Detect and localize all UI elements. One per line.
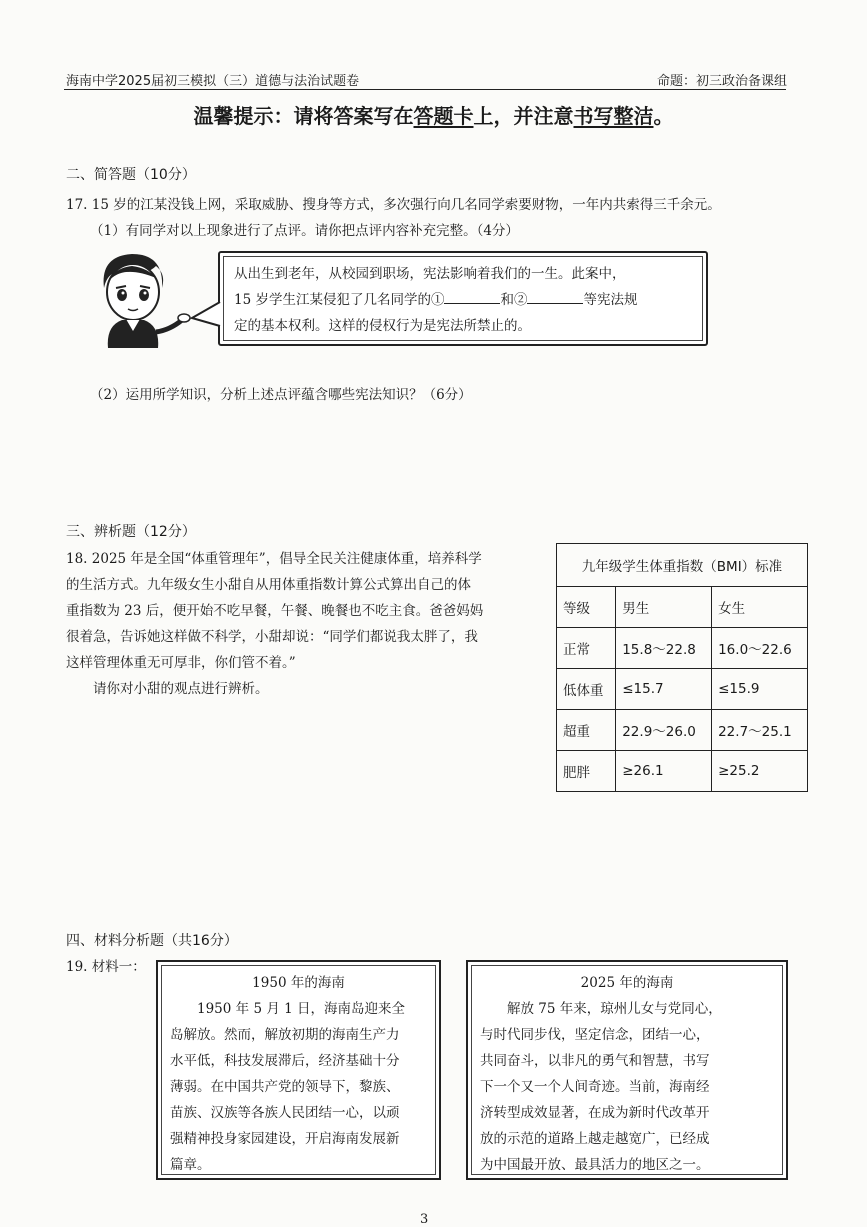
student-cartoon-icon: [82, 248, 194, 352]
material-2025-line: 下一个又一个人间奇迹。当前，海南经: [480, 1079, 710, 1095]
reminder-mid: 上，并注意: [473, 104, 574, 128]
table-cell: ≥26.1: [616, 751, 712, 792]
bmi-header-grade: 等级: [557, 587, 616, 628]
reminder-prefix: 温馨提示：请将答案写在: [193, 104, 414, 128]
table-cell: ≥25.2: [712, 751, 808, 792]
reminder-answer-card: 答题卡: [413, 104, 474, 128]
reminder-end: 。: [653, 104, 674, 128]
blank-2[interactable]: [527, 289, 583, 304]
table-row: [557, 751, 808, 792]
material-2025-line: 共同奋斗，以非凡的勇气和智慧，书写: [480, 1053, 710, 1069]
table-cell: 15.8～22.8: [616, 628, 712, 669]
section-2-title: 二、简答题（10分）: [66, 167, 196, 183]
material-box-1950: [156, 960, 441, 1180]
table-cell: 肥胖: [557, 751, 616, 792]
table-cell: ≤15.9: [712, 669, 808, 710]
table-row: [557, 669, 808, 710]
q19-label: 19. 材料一：: [66, 959, 146, 975]
comment-bubble: [218, 251, 708, 346]
bmi-header-male: 男生: [616, 587, 712, 628]
material-2025-title: 2025 年的海南: [580, 975, 674, 991]
material-box-2025: [466, 960, 788, 1180]
bmi-header-female: 女生: [712, 587, 808, 628]
table-row: [557, 628, 808, 669]
q18-line: 重指数为 23 后，便开始不吃早餐，午餐、晚餐也不吃主食。爸爸妈妈: [66, 603, 484, 619]
page-number: 3: [420, 1212, 429, 1227]
material-1950-title: 1950 年的海南: [252, 975, 345, 991]
material-2025-line: 济转型成效显著，在成为新时代改革开: [480, 1105, 710, 1121]
table-cell: 低体重: [557, 669, 616, 710]
blank-1[interactable]: [444, 289, 500, 304]
section-3-title: 三、辨析题（12分）: [66, 524, 196, 540]
bmi-table: [556, 543, 808, 792]
table-cell: 22.7～25.1: [712, 710, 808, 751]
reminder-writing: 书写: [573, 104, 614, 128]
material-1950-line: 1950 年 5 月 1 日，海南岛迎来全: [197, 1001, 405, 1017]
material-1950-line: 强精神投身家园建设，开启海南发展新: [170, 1131, 400, 1147]
header-author: 命题：初三政治备课组: [656, 74, 787, 89]
table-row: [557, 710, 808, 751]
q18-line: 18. 2025 年是全国“体重管理年”，倡导全民关注健康体重，培养科学: [66, 551, 482, 567]
q17-stem: 17. 15 岁的江某没钱上网，采取威胁、搜身等方式，多次强行向几名同学索要财物，一年内共索得三千余元。: [66, 197, 721, 213]
q18-ask: 请你对小甜的观点进行辨析。: [93, 681, 269, 697]
material-2025-line: 放的示范的道路上越走越宽广，已经成: [480, 1131, 710, 1147]
table-row: [557, 587, 808, 628]
q18-text: [66, 546, 546, 702]
q17-part2: （2）运用所学知识，分析上述点评蕴含哪些宪法知识？（6分）: [90, 387, 472, 403]
table-cell: 正常: [557, 628, 616, 669]
material-1950-line: 岛解放。然而，解放初期的海南生产力: [170, 1027, 400, 1043]
material-1950-line: 篇章。: [170, 1157, 211, 1173]
q18-line: 很着急，告诉她这样做不科学，小甜却说：“同学们都说我太胖了，我: [66, 629, 478, 645]
q18-line: 这样管理体重无可厚非，你们管不着。”: [66, 655, 296, 671]
material-2025-line: 为中国最开放、最具活力的地区之一。: [480, 1157, 710, 1173]
bmi-table-caption: 九年级学生体重指数（BMI）标准: [557, 544, 808, 587]
table-cell: 22.9～26.0: [616, 710, 712, 751]
material-1950-line: 薄弱。在中国共产党的领导下，黎族、: [170, 1079, 400, 1095]
bubble-line-3: 定的基本权利。这样的侵权行为是宪法所禁止的。: [234, 318, 531, 334]
table-cell: 16.0～22.6: [712, 628, 808, 669]
header-divider: [64, 89, 786, 90]
bubble-line-2: 15 岁学生江某侵犯了几名同学的① 和② 等宪法规: [234, 287, 692, 313]
material-2025-line: 与时代同步伐，坚定信念，团结一心，: [480, 1027, 710, 1043]
material-2025-line: 解放 75 年来，琼州儿女与党同心，: [507, 1001, 722, 1017]
bubble-line-1: 从出生到老年，从校园到职场，宪法影响着我们的一生。此案中，: [234, 266, 626, 282]
reminder-neat: 整洁: [613, 104, 654, 128]
table-cell: ≤15.7: [616, 669, 712, 710]
header-title: 海南中学2025届初三模拟（三）道德与法治试题卷: [66, 74, 360, 89]
reminder-banner: [0, 100, 867, 129]
table-cell: 超重: [557, 710, 616, 751]
bubble-pointer: [190, 300, 222, 330]
material-1950-line: 苗族、汉族等各族人民团结一心，以顽: [170, 1105, 400, 1121]
material-1950-line: 水平低，科技发展滞后，经济基础十分: [170, 1053, 400, 1069]
q18-line: 的生活方式。九年级女生小甜自从用体重指数计算公式算出自己的体: [66, 577, 471, 593]
section-4-title: 四、材料分析题（共16分）: [66, 933, 238, 949]
q17-part1: （1）有同学对以上现象进行了点评。请你把点评内容补充完整。（4分）: [90, 223, 519, 239]
